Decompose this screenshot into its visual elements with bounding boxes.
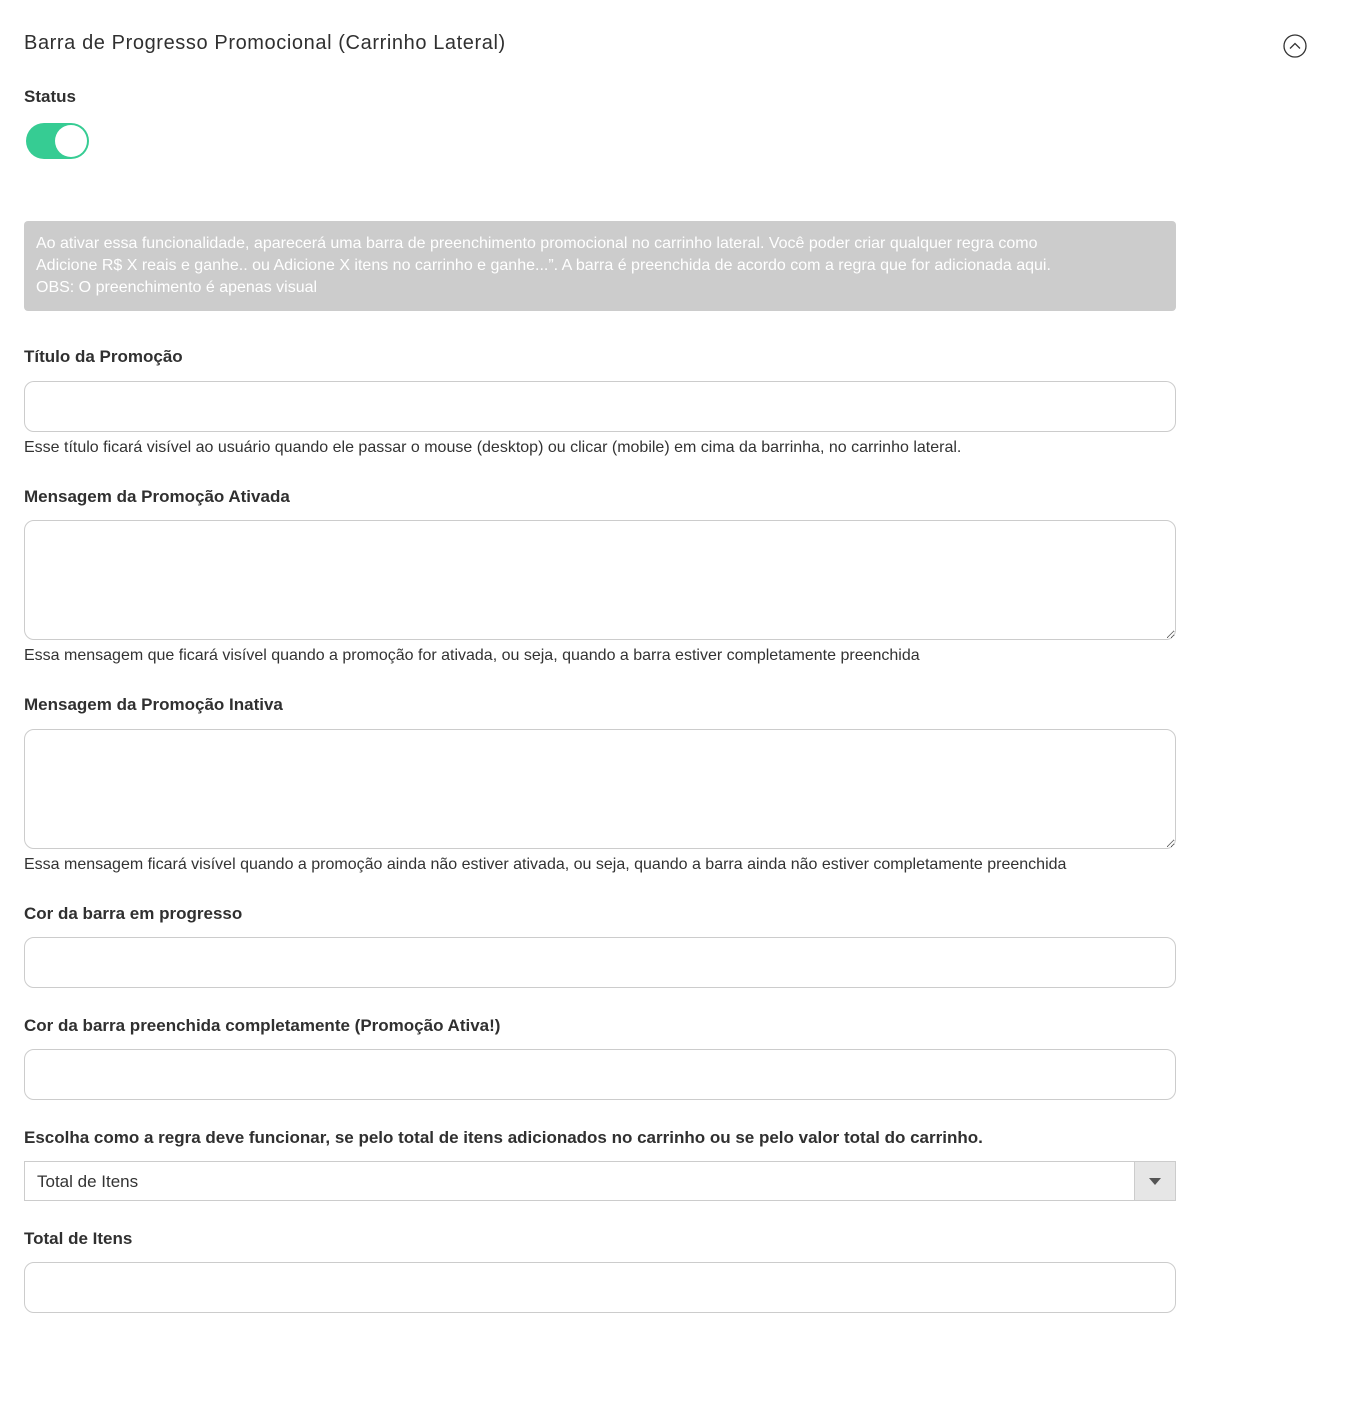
complete-color-input[interactable]	[24, 1049, 1176, 1100]
chevron-up-circle-icon	[1282, 33, 1308, 59]
progress-color-input[interactable]	[24, 937, 1176, 988]
status-toggle[interactable]	[26, 123, 89, 159]
inactive-message-label: Mensagem da Promoção Inativa	[24, 695, 283, 714]
total-items-label: Total de Itens	[24, 1229, 133, 1248]
rule-type-selected-value: Total de Itens	[37, 1172, 139, 1191]
total-items-input[interactable]	[24, 1262, 1176, 1313]
caret-down-icon	[1149, 1178, 1161, 1185]
dropdown-toggle[interactable]	[1134, 1162, 1175, 1200]
rule-type-select[interactable]	[24, 1161, 1176, 1201]
section-header	[24, 30, 1314, 62]
toggle-knob	[55, 125, 87, 157]
active-message-textarea[interactable]	[24, 520, 1176, 640]
info-box	[24, 221, 1176, 311]
promo-title-label: Título da Promoção	[24, 347, 183, 366]
inactive-message-textarea[interactable]	[24, 729, 1176, 849]
rule-type-label: Escolha como a regra deve funcionar, se pelo total de itens adicionados no carrinho ou se pelo valor total do carrinho.	[24, 1128, 983, 1147]
info-line: Ao ativar essa funcionalidade, aparecerá uma barra de preenchimento promocional no carrinho lateral. Você poder criar qualquer regra como	[36, 235, 1038, 252]
complete-color-label: Cor da barra preenchida completamente (Promoção Ativa!)	[24, 1016, 501, 1035]
info-line: Adicione R$ X reais e ganhe.. ou Adicione X itens no carrinho e ganhe...”. A barra é preenchida de acordo com a regra que for adicionada aqui.	[36, 257, 1051, 274]
section-title: Barra de Progresso Promocional (Carrinho Lateral)	[24, 32, 506, 54]
collapse-button[interactable]	[1282, 33, 1308, 59]
progress-color-label: Cor da barra em progresso	[24, 904, 243, 923]
status-label: Status	[24, 87, 76, 106]
active-message-help: Essa mensagem que ficará visível quando a promoção for ativada, ou seja, quando a barra estiver completamente preenchida	[24, 647, 920, 664]
active-message-label: Mensagem da Promoção Ativada	[24, 487, 290, 506]
promo-title-input[interactable]	[24, 381, 1176, 432]
inactive-message-help: Essa mensagem ficará visível quando a promoção ainda não estiver ativada, ou seja, quando a barra ainda não estiver completamente preenchida	[24, 856, 1067, 873]
info-line: OBS: O preenchimento é apenas visual	[36, 279, 318, 296]
promo-title-help: Esse título ficará visível ao usuário quando ele passar o mouse (desktop) ou clicar (mobile) em cima da barrinha, no carrinho lateral.	[24, 439, 962, 456]
